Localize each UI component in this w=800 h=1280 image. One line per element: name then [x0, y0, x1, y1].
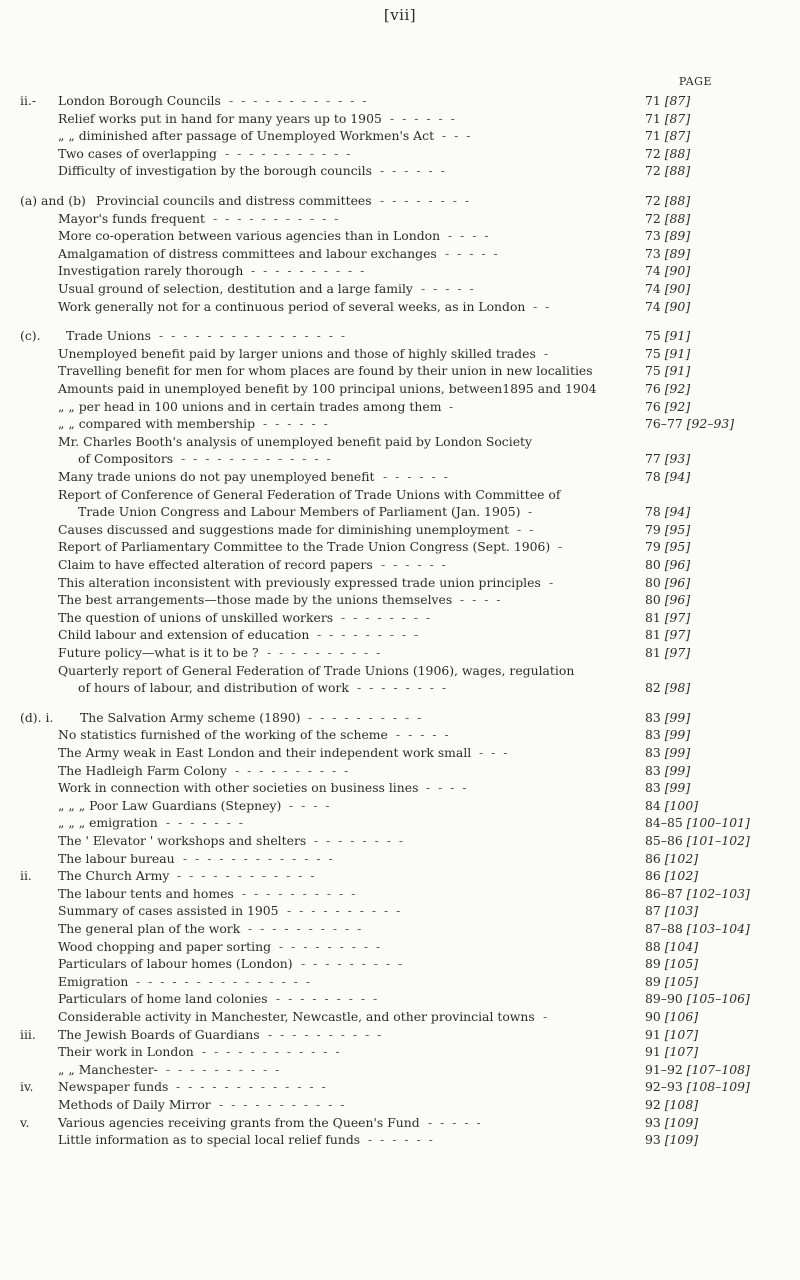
entry-text: Provincial councils and distress committees	[96, 193, 372, 208]
leader-dots: - - - - -	[428, 1114, 483, 1130]
toc-entry	[0, 92, 800, 109]
entry-text: The Army weak in East London and their independent work small	[58, 745, 472, 760]
page-reference: 71 [87]	[645, 93, 691, 108]
entry-text: „ „ „ emigration	[58, 815, 158, 831]
toc-entry	[0, 1078, 800, 1095]
leader-dots: - - - - - -	[380, 163, 447, 179]
entry-text: Their work in London	[58, 1044, 194, 1060]
leader-dots: - - - - - -	[381, 557, 448, 572]
entry-text: „ „ compared with membership	[58, 416, 256, 432]
section-marker: ii.-	[20, 93, 37, 108]
leader-dots: - - - - -	[396, 727, 451, 743]
page-reference: 75 [91]	[645, 345, 691, 361]
page-reference: 91 [107]	[645, 1026, 699, 1042]
toc-entry	[0, 885, 800, 902]
leader-dots: -	[528, 504, 535, 520]
page-reference: 87–88 [103–104]	[645, 921, 750, 936]
page-reference: 72 [88]	[645, 145, 691, 161]
section-marker: iii.	[20, 1026, 36, 1042]
entry-text: Amounts paid in unemployed benefit by 100 principal unions, between1895 and 1904	[58, 381, 597, 396]
page-reference: 91–92 [107–108]	[645, 1061, 750, 1077]
entry-text: Relief works put in hand for many years up to 1905	[58, 110, 382, 126]
leader-dots: - - - - - - - - - -	[242, 885, 358, 901]
entry-text: The Salvation Army scheme (1890)	[80, 709, 301, 725]
section-marker: iv.	[20, 1079, 34, 1095]
leader-dots: -	[543, 1009, 550, 1024]
entry-text: The general plan of the work	[58, 921, 241, 936]
entry-text: More co-operation between various agencies than in London	[58, 228, 441, 244]
toc-entry	[0, 814, 800, 831]
page-reference: 90 [106]	[645, 1009, 699, 1024]
entry-text: Trade Union Congress and Labour Members of Parliament (Jan. 1905)	[78, 504, 521, 520]
toc-entry	[0, 832, 800, 849]
page-reference: 92–93 [108–109]	[645, 1079, 750, 1095]
entry-text: „ „ diminished after passage of Unemployed Workmen's Act	[58, 128, 435, 144]
leader-dots: - - - - - - - -	[357, 680, 449, 696]
toc-entry	[0, 521, 800, 538]
leader-dots: - - - - - -	[383, 469, 450, 484]
leader-dots: - - - - -	[421, 281, 476, 296]
entry-text: Travelling benefit for men for whom places are found by their union in new localities	[58, 363, 593, 379]
page-reference: 71 [87]	[645, 128, 691, 144]
leader-dots: - - - - - - - - - -	[251, 263, 367, 279]
leader-dots: - - - -	[448, 228, 491, 244]
entry-text: The Church Army	[58, 868, 170, 884]
leader-dots: - - - - - - -	[166, 815, 245, 831]
entry-text: Claim to have effected alteration of record papers	[58, 557, 373, 572]
toc-entry	[0, 626, 800, 643]
entry-text: Newspaper funds	[58, 1079, 169, 1095]
page-reference: 91 [107]	[645, 1044, 699, 1060]
toc-entry	[0, 850, 800, 867]
page-reference: 86 [102]	[645, 868, 699, 884]
page-reference: 84 [100]	[645, 797, 699, 813]
page-reference: 73 [89]	[645, 228, 691, 244]
leader-dots: - - -	[442, 128, 473, 144]
entry-text: Amalgamation of distress committees and labour exchanges	[58, 245, 437, 261]
page-reference: 93 [109]	[645, 1114, 699, 1130]
toc-entry	[0, 162, 800, 179]
entry-text: The question of unions of unskilled workers	[58, 609, 334, 625]
toc-entry	[0, 503, 800, 520]
toc-entry	[0, 990, 800, 1007]
entry-text: Emigration	[58, 973, 129, 989]
toc-entry	[0, 450, 800, 467]
toc-entry	[0, 110, 800, 127]
toc-entry	[0, 591, 800, 608]
entry-text: The Hadleigh Farm Colony	[58, 762, 227, 778]
entry-text: The labour bureau	[58, 850, 175, 866]
toc-entry	[0, 938, 800, 955]
toc-entry	[0, 227, 800, 244]
leader-dots: - - - - - - - - -	[276, 991, 380, 1007]
toc-entry	[0, 726, 800, 743]
toc-entry	[0, 574, 800, 591]
toc-entry	[0, 867, 800, 884]
page-reference: 72 [88]	[645, 210, 691, 226]
entry-text: The labour tents and homes	[58, 885, 234, 901]
page-reference: 72 [88]	[645, 193, 691, 208]
toc-entry	[0, 609, 800, 626]
entry-text: Investigation rarely thorough	[58, 263, 244, 279]
toc-entry	[0, 192, 800, 209]
toc-entry	[0, 1096, 800, 1113]
entry-text: Methods of Daily Mirror	[58, 1097, 211, 1112]
entry-text: Unemployed benefit paid by larger unions and those of highly skilled trades	[58, 345, 536, 361]
entry-text: Particulars of home land colonies	[58, 991, 268, 1007]
page-reference: 78 [94]	[645, 469, 691, 484]
toc-entry	[0, 538, 800, 555]
page-reference: 87 [103]	[645, 903, 699, 919]
leader-dots: - - - - - - - - - - - -	[229, 93, 369, 108]
leader-dots: - - - - - -	[390, 110, 457, 126]
leader-dots: - - - - - - - - - - - - -	[181, 451, 333, 467]
entry-text: Report of Conference of General Federation of Trade Unions with Committee of	[58, 486, 561, 502]
leader-dots: - - - - - - - - - -	[235, 762, 351, 778]
leader-dots: - - - - - - - - - - - - -	[176, 1079, 328, 1095]
section-marker: ii.	[20, 868, 32, 884]
page-reference: 86 [102]	[645, 850, 699, 866]
page-reference: 72 [88]	[645, 163, 691, 179]
toc-entry	[0, 1008, 800, 1025]
leader-dots: - - - -	[460, 592, 503, 608]
page-reference: 81 [97]	[645, 645, 691, 660]
entry-text: Work in connection with other societies on business lines	[58, 780, 419, 796]
toc-entry	[0, 327, 800, 344]
toc-entry	[0, 398, 800, 415]
page-reference: 80 [96]	[645, 592, 691, 608]
toc-entry	[0, 127, 800, 144]
leader-dots: -	[549, 574, 556, 590]
section-marker: v.	[20, 1114, 30, 1130]
leader-dots: - - - - - - - - - - -	[225, 145, 353, 161]
leader-dots: - - - - - - - - - - -	[213, 210, 341, 226]
entry-text: The Jewish Boards of Guardians	[58, 1026, 260, 1042]
leader-dots: - - - - - - - - - -	[267, 645, 383, 660]
toc-entry	[0, 362, 800, 379]
leader-dots: - - - - - - - - - -	[268, 1026, 384, 1042]
entry-text: This alteration inconsistent with previously expressed trade union principles	[58, 574, 541, 590]
page-reference: 88 [104]	[645, 938, 699, 954]
toc-entry	[0, 920, 800, 937]
page-reference: 73 [89]	[645, 245, 691, 261]
entry-text: Quarterly report of General Federation of Trade Unions (1906), wages, regulation	[58, 662, 575, 678]
page-reference: 89–90 [105–106]	[645, 991, 750, 1007]
toc-entry	[0, 210, 800, 227]
leader-dots: - - - - - - - - - -	[166, 1061, 282, 1077]
leader-dots: - - - - - - - - - - - - - - -	[136, 973, 312, 989]
entry-text: „ „ „ Poor Law Guardians (Stepney)	[58, 797, 282, 813]
leader-dots: - - - -	[289, 797, 332, 813]
entry-text: Trade Unions	[66, 328, 151, 344]
entry-text: Wood chopping and paper sorting	[58, 938, 272, 954]
leader-dots: - - - - - -	[263, 416, 330, 432]
page-reference: 71 [87]	[645, 110, 691, 126]
page-reference: 74 [90]	[645, 298, 691, 314]
toc-entry	[0, 1043, 800, 1060]
entry-text: Causes discussed and suggestions made for diminishing unemployment	[58, 521, 510, 537]
page-reference: 85–86 [101–102]	[645, 833, 750, 848]
entry-text: Two cases of overlapping	[58, 145, 217, 161]
entry-text: „ „ per head in 100 unions and in certain trades among them	[58, 398, 442, 414]
entry-text: Report of Parliamentary Committee to the Trade Union Congress (Sept. 1906)	[58, 539, 551, 555]
leader-dots: - - - - - - - - - - -	[219, 1097, 347, 1112]
entry-text: Various agencies receiving grants from the Queen's Fund	[58, 1114, 420, 1130]
leader-dots: -	[449, 398, 456, 414]
entry-text: The ' Elevator ' workshops and shelters	[58, 833, 307, 848]
page-reference: 81 [97]	[645, 627, 691, 643]
page-reference: 82 [98]	[645, 680, 691, 696]
leader-dots: - - - - - - - -	[341, 609, 433, 625]
page-column-label: PAGE	[678, 75, 712, 88]
leader-dots: -	[544, 345, 551, 361]
leader-dots: - - - - - -	[368, 1132, 435, 1148]
toc-entry	[0, 1114, 800, 1131]
section-marker: (d). i.	[20, 709, 54, 725]
page-reference: 89 [105]	[645, 956, 699, 972]
toc-entry	[0, 280, 800, 297]
page-reference: 80 [96]	[645, 574, 691, 590]
page-reference: 75 [91]	[645, 328, 691, 344]
page-reference: 84–85 [100–101]	[645, 815, 750, 831]
entry-text: Future policy—what is it to be ?	[58, 645, 259, 660]
section-marker: (c).	[20, 328, 41, 344]
toc-entry	[0, 245, 800, 262]
roman-page-number: [vii]	[383, 6, 417, 24]
page-reference: 76 [92]	[645, 381, 691, 396]
toc-entry	[0, 744, 800, 761]
page-reference: 78 [94]	[645, 504, 691, 520]
entry-text: Little information as to special local relief funds	[58, 1132, 361, 1148]
toc-entry	[0, 762, 800, 779]
page-reference: 79 [95]	[645, 521, 691, 537]
page-reference: 80 [96]	[645, 557, 691, 572]
leader-dots: - - - - - - - - - - - - - - - -	[159, 328, 348, 344]
toc-entry	[0, 433, 800, 450]
leader-dots: - - - - - - - - - -	[248, 921, 364, 936]
entry-text: „ „ Manchester-	[58, 1061, 158, 1077]
page-reference: 81 [97]	[645, 609, 691, 625]
toc-entry	[0, 902, 800, 919]
entry-text: Considerable activity in Manchester, Newcastle, and other provincial towns	[58, 1009, 535, 1024]
page-reference: 74 [90]	[645, 281, 691, 296]
page-reference: 76–77 [92–93]	[645, 416, 735, 432]
toc-entry	[0, 644, 800, 661]
leader-dots: - -	[517, 521, 536, 537]
entry-text: Child labour and extension of education	[58, 627, 310, 643]
toc-entry	[0, 1131, 800, 1148]
toc-entry	[0, 1061, 800, 1078]
entry-text: London Borough Councils	[58, 93, 221, 108]
leader-dots: - -	[533, 298, 552, 314]
leader-dots: - - - - - - - - -	[301, 956, 405, 972]
entry-text: Work generally not for a continuous period of several weeks, as in London	[58, 298, 526, 314]
toc-entry	[0, 468, 800, 485]
page-reference: 83 [99]	[645, 762, 691, 778]
entry-text: Particulars of labour homes (London)	[58, 956, 293, 972]
page-reference: 75 [91]	[645, 363, 691, 379]
leader-dots: - - - - - - - -	[314, 833, 406, 848]
page-reference: 77 [93]	[645, 451, 691, 467]
entry-text: Mr. Charles Booth's analysis of unemployed benefit paid by London Society	[58, 433, 533, 449]
entry-text: Mayor's funds frequent	[58, 210, 205, 226]
leader-dots: - - -	[479, 745, 510, 760]
toc-entry	[0, 955, 800, 972]
page-reference: 83 [99]	[645, 709, 691, 725]
entry-text: The best arrangements—those made by the unions themselves	[58, 592, 453, 608]
page-reference: 79 [95]	[645, 539, 691, 555]
page-reference: 83 [99]	[645, 727, 691, 743]
leader-dots: - - - - - - - - - -	[287, 903, 403, 919]
leader-dots: - - - - - - - - - - - -	[202, 1044, 342, 1060]
toc-entry	[0, 679, 800, 696]
section-marker: (a) and (b)	[20, 193, 86, 208]
toc-entry	[0, 262, 800, 279]
leader-dots: -	[558, 539, 565, 555]
toc-entry	[0, 556, 800, 573]
leader-dots: - - - - - - - - - - - - -	[183, 850, 335, 866]
entry-text: Summary of cases assisted in 1905	[58, 903, 279, 919]
entry-text: Many trade unions do not pay unemployed benefit	[58, 469, 375, 484]
toc-entry	[0, 145, 800, 162]
page-reference: 83 [99]	[645, 780, 691, 796]
toc-entry	[0, 298, 800, 315]
leader-dots: - - - - - - - - - -	[308, 709, 424, 725]
page-reference: 74 [90]	[645, 263, 691, 279]
entry-text: of Compositors	[78, 451, 174, 467]
toc-entry	[0, 797, 800, 814]
page-reference: 83 [99]	[645, 745, 691, 760]
entry-text: of hours of labour, and distribution of work	[78, 680, 349, 696]
leader-dots: - - - - - - - - -	[279, 938, 383, 954]
toc-entry	[0, 1026, 800, 1043]
page-reference: 92 [108]	[645, 1097, 699, 1112]
toc-entry	[0, 345, 800, 362]
toc-entry	[0, 779, 800, 796]
leader-dots: - - - - -	[445, 245, 500, 261]
leader-dots: - - - -	[426, 780, 469, 796]
entry-text: Difficulty of investigation by the borough councils	[58, 163, 372, 179]
toc-entry	[0, 415, 800, 432]
toc-entry	[0, 709, 800, 726]
entry-text: Usual ground of selection, destitution and a large family	[58, 281, 413, 296]
toc-entry	[0, 486, 800, 503]
page-reference: 89 [105]	[645, 973, 699, 989]
toc-entry	[0, 662, 800, 679]
page-reference: 76 [92]	[645, 398, 691, 414]
page-reference: 93 [109]	[645, 1132, 699, 1148]
leader-dots: - - - - - - - - -	[317, 627, 421, 643]
leader-dots: - - - - - - - -	[380, 193, 472, 208]
toc-entry	[0, 973, 800, 990]
toc-entry	[0, 380, 800, 397]
entry-text: No statistics furnished of the working of the scheme	[58, 727, 388, 743]
page-reference: 86–87 [102–103]	[645, 885, 750, 901]
leader-dots: - - - - - - - - - - - -	[177, 868, 317, 884]
